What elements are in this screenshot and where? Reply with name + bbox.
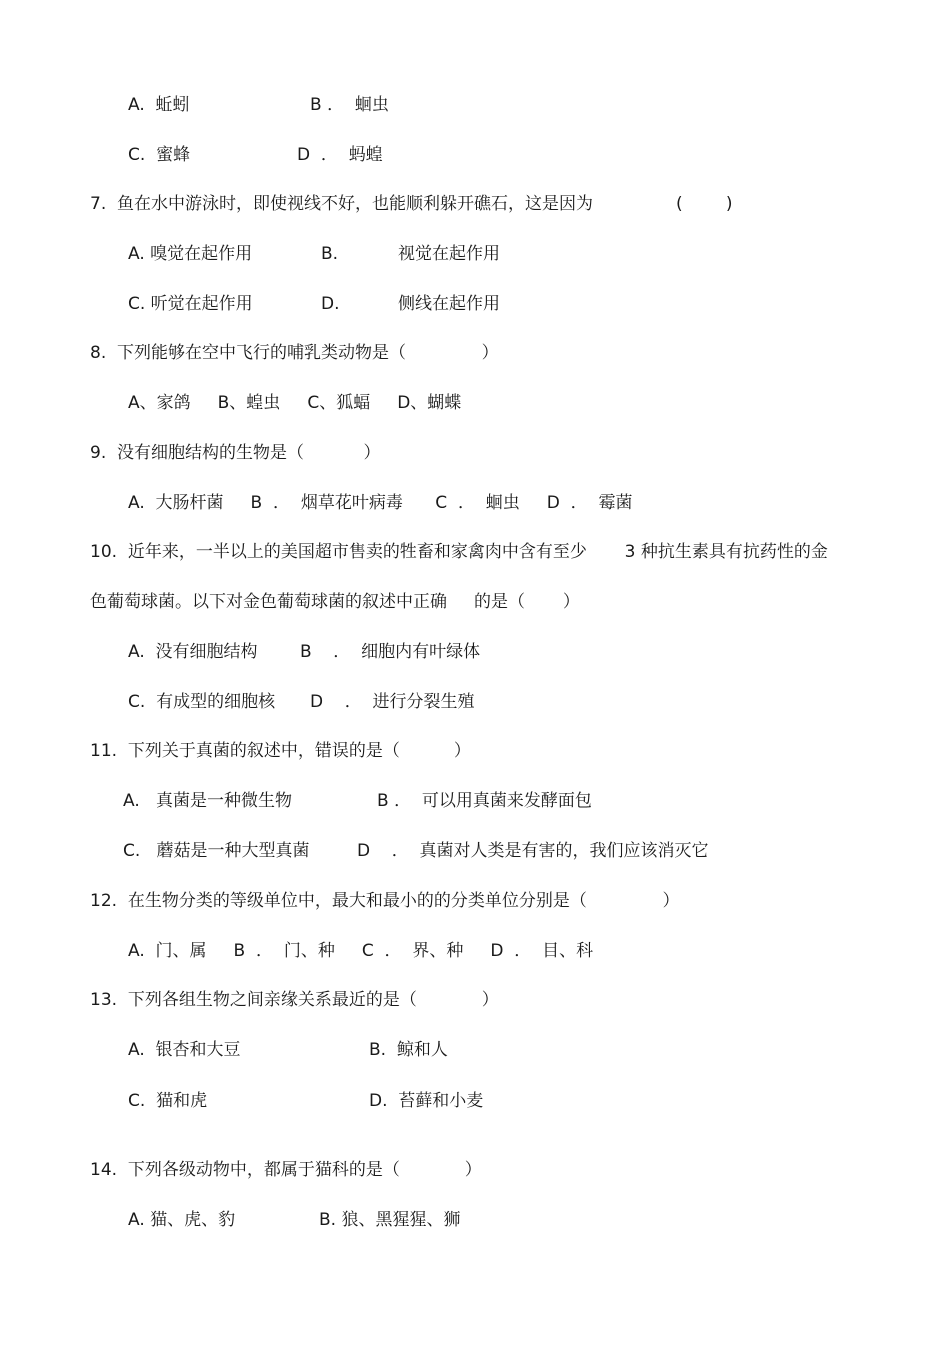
q6-option-c: C. 蜜蜂 xyxy=(128,145,191,165)
q7-option-c: C. 听觉在起作用 xyxy=(128,294,253,314)
q9-options: A. 大肠杆菌 B ． 烟草花叶病毒 C ． 蛔虫 D ． 霉菌 xyxy=(128,493,633,513)
q7-option-a: A. 嗅觉在起作用 xyxy=(128,244,253,264)
q10-option-c: C. 有成型的细胞核 xyxy=(128,692,276,712)
q11-option-b: B ． 可以用真菌来发酵面包 xyxy=(377,791,592,811)
q7-option-b-letter: B. xyxy=(321,244,339,264)
q14-option-a: A. 猫、虎、豹 xyxy=(128,1210,236,1230)
q7-option-b-text: 视觉在起作用 xyxy=(398,244,500,264)
q13-option-c: C. 猫和虎 xyxy=(128,1091,208,1111)
q11-stem: 11. 下列关于真菌的叙述中，错误的是（ ） xyxy=(90,741,471,761)
q10-stem-line1: 10. 近年来，一半以上的美国超市售卖的牲畜和家禽肉中含有至少 3 种抗生素具有抗药性的金 xyxy=(90,542,828,562)
q12-stem: 12. 在生物分类的等级单位中，最大和最小的的分类单位分别是（ ） xyxy=(90,891,680,911)
q10-option-d: D ． 进行分裂生殖 xyxy=(310,692,475,712)
q10-stem-line2: 色葡萄球菌。以下对金色葡萄球菌的叙述中正确 的是（ ） xyxy=(90,592,580,612)
q11-option-d: D ． 真菌对人类是有害的，我们应该消灭它 xyxy=(357,841,709,861)
q10-option-a: A. 没有细胞结构 xyxy=(128,642,258,662)
q6-option-a: A. 蚯蚓 xyxy=(128,95,190,115)
q14-stem: 14. 下列各级动物中，都属于猫科的是（ ） xyxy=(90,1160,482,1180)
q12-options: A. 门、属 B ． 门、种 C ． 界、种 D ． 目、科 xyxy=(128,941,594,961)
q11-option-a: A. 真菌是一种微生物 xyxy=(123,791,292,811)
q6-option-b: B ． 蛔虫 xyxy=(310,95,389,115)
q13-stem: 13. 下列各组生物之间亲缘关系最近的是（ ） xyxy=(90,990,499,1010)
q8-stem: 8. 下列能够在空中飞行的哺乳类动物是（ ） xyxy=(90,343,499,363)
q9-stem: 9. 没有细胞结构的生物是（ ） xyxy=(90,443,381,463)
q13-option-a: A. 银杏和大豆 xyxy=(128,1040,241,1060)
q13-option-b: B. 鲸和人 xyxy=(369,1040,448,1060)
q11-option-c: C. 蘑菇是一种大型真菌 xyxy=(123,841,310,861)
q6-option-d: D ． 蚂蝗 xyxy=(297,145,383,165)
q8-options: A、家鸽 B、蝗虫 C、狐蝠 D、蝴蝶 xyxy=(128,393,462,413)
q7-answer-blank: ( ) xyxy=(676,194,733,214)
q13-option-d: D. 苔藓和小麦 xyxy=(369,1091,484,1111)
q10-option-b: B ． 细胞内有叶绿体 xyxy=(300,642,481,662)
q7-option-d-letter: D. xyxy=(321,294,340,314)
q7-option-d-text: 侧线在起作用 xyxy=(398,294,500,314)
q7-stem: 7. 鱼在水中游泳时，即使视线不好，也能顺利躲开礁石，这是因为 xyxy=(90,194,594,214)
q14-option-b: B. 狼、黑猩猩、狮 xyxy=(319,1210,461,1230)
